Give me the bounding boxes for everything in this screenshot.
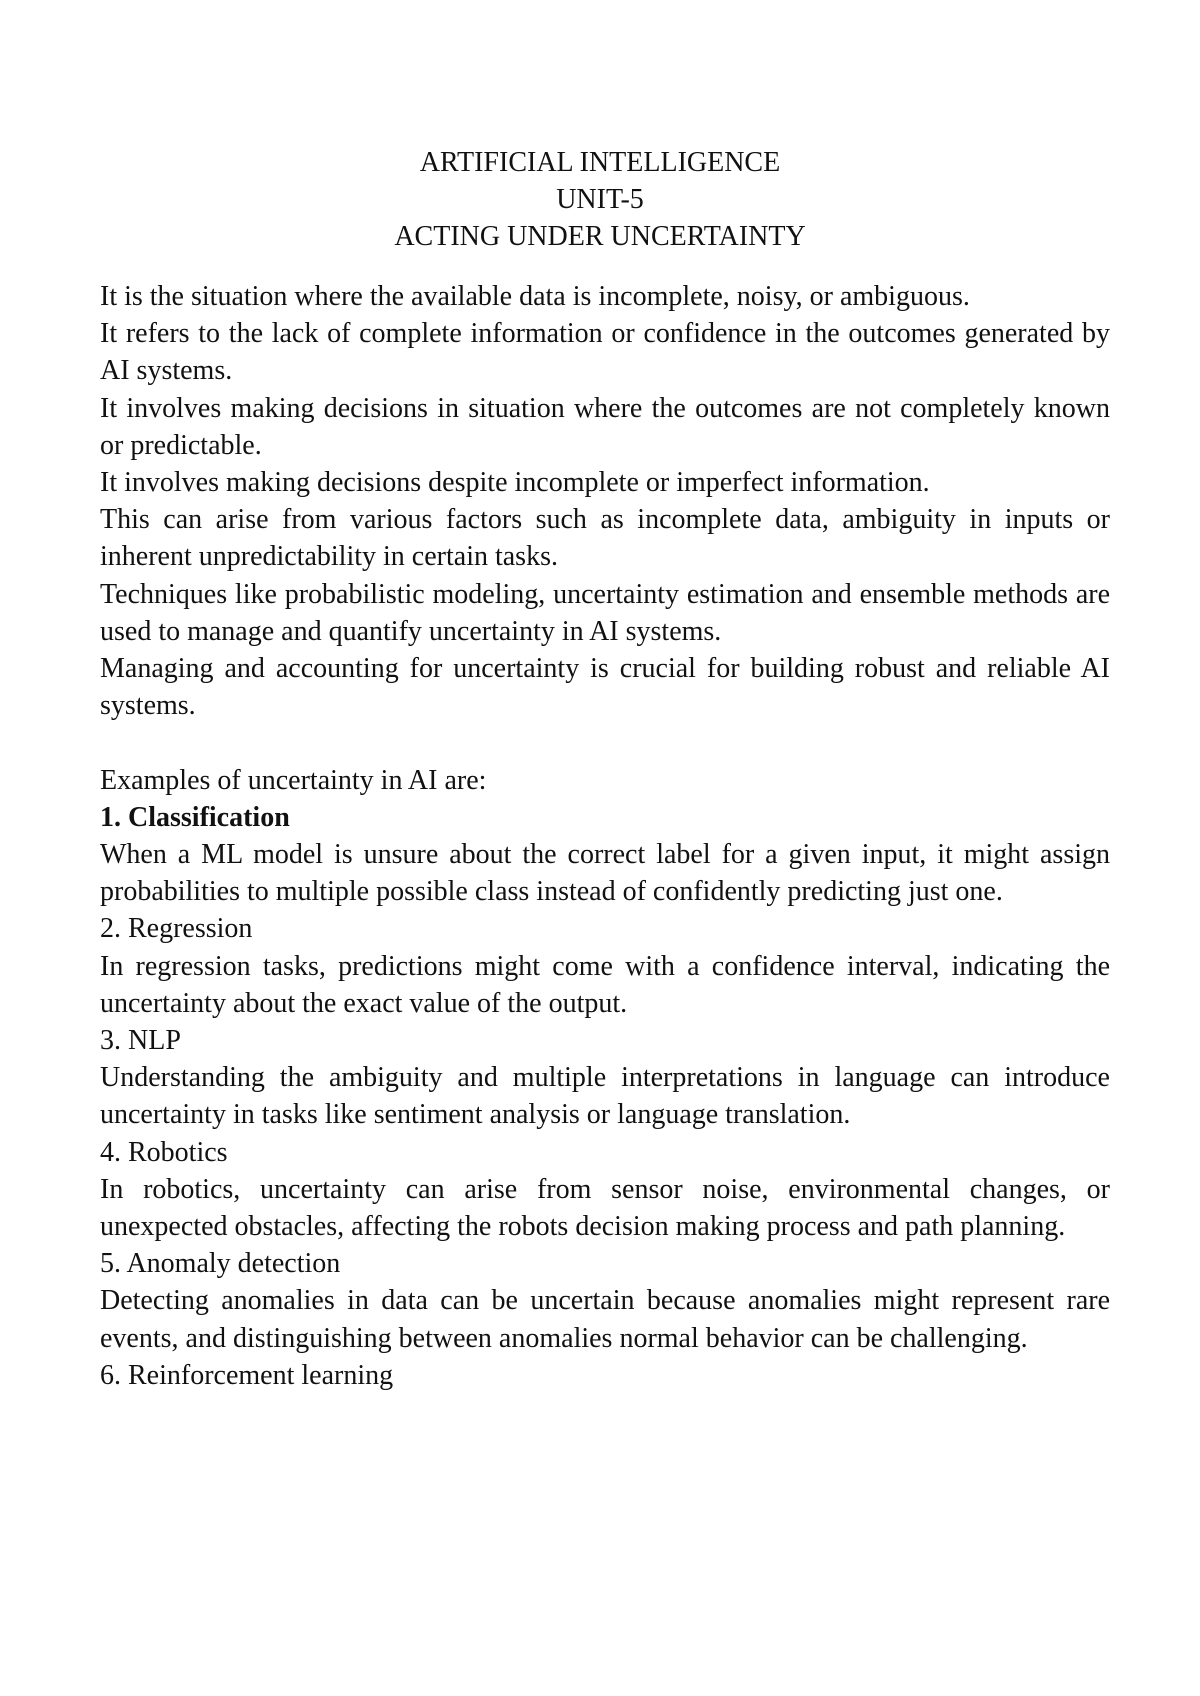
example-title: 6. Reinforcement learning	[100, 1359, 394, 1391]
document-body	[100, 278, 1110, 1394]
intro-paragraph: It involves making decisions despite incomplete or imperfect information.	[100, 467, 930, 499]
example-text: In robotics, uncertainty can arise from sensor noise, environmental changes, or unexpected obstacles, affecting the robots decision making process and path planning.	[100, 1173, 1110, 1243]
intro-paragraph: It involves making decisions in situation where the outcomes are not completely known or predictable.	[100, 392, 1110, 461]
intro-paragraph: Techniques like probabilistic modeling, uncertainty estimation and ensemble methods are used to manage and quantify uncertainty in AI systems.	[100, 578, 1110, 647]
blank-line	[100, 724, 1110, 761]
example-title: 3. NLP	[100, 1025, 181, 1057]
topic-title: ACTING UNDER UNCERTAINTY	[394, 221, 806, 252]
intro-paragraph: Managing and accounting for uncertainty is crucial for building robust and reliable AI systems.	[100, 653, 1110, 722]
intro-paragraph: It refers to the lack of complete information or confidence in the outcomes generated by AI systems.	[100, 318, 1110, 387]
intro-paragraph: It is the situation where the available data is incomplete, noisy, or ambiguous.	[100, 281, 970, 312]
intro-paragraph: This can arise from various factors such as incomplete data, ambiguity in inputs or inherent unpredictability in certain tasks.	[100, 504, 1110, 573]
example-title: 4. Robotics	[100, 1136, 228, 1168]
document-heading	[0, 144, 1200, 255]
example-text: In regression tasks, predictions might come with a confidence interval, indicating the uncertainty about the exact value of the output.	[100, 950, 1110, 1019]
example-title: 2. Regression	[100, 913, 253, 945]
unit-title: UNIT-5	[556, 184, 644, 215]
examples-heading: Examples of uncertainty in AI are:	[100, 764, 487, 796]
subject-title: ARTIFICIAL INTELLIGENCE	[419, 147, 781, 178]
example-title: 1. Classification	[100, 801, 290, 833]
example-text: Detecting anomalies in data can be uncertain because anomalies might represent rare events, and distinguishing between anomalies normal behavior can be challenging.	[100, 1285, 1110, 1354]
example-title: 5. Anomaly detection	[100, 1248, 341, 1280]
example-text: Understanding the ambiguity and multiple interpretations in language can introduce uncertainty in tasks like sentiment analysis or language translation.	[100, 1062, 1110, 1131]
example-text: When a ML model is unsure about the correct label for a given input, it might assign probabilities to multiple possible class instead of confidently predicting just one.	[100, 839, 1110, 908]
